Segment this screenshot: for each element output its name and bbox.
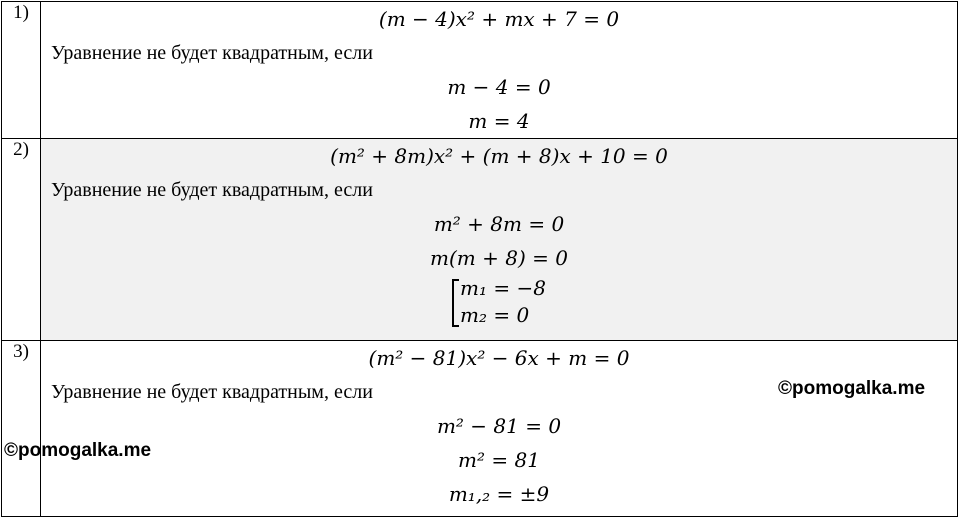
row-content bbox=[41, 139, 958, 341]
equation: (m − 4)x² + mx + 7 = 0 bbox=[378, 7, 620, 31]
row-number: 1) bbox=[2, 2, 41, 139]
row-content bbox=[41, 2, 958, 139]
step: m − 4 = 0 bbox=[447, 75, 551, 99]
step: m² − 81 = 0 bbox=[436, 414, 562, 438]
row-content bbox=[41, 341, 958, 517]
step: m = 4 bbox=[468, 109, 530, 133]
step: m² = 81 bbox=[458, 448, 540, 472]
system-bracket bbox=[452, 279, 459, 327]
condition-text: Уравнение не будет квадратным, если bbox=[51, 42, 373, 64]
table-row bbox=[2, 341, 958, 517]
step: m² + 8m = 0 bbox=[433, 212, 565, 236]
equation: (m² − 81)x² − 6x + m = 0 bbox=[368, 346, 630, 370]
table-row bbox=[2, 2, 958, 139]
system-line: m₁ = −8 bbox=[460, 276, 546, 300]
condition-text: Уравнение не будет квадратным, если bbox=[51, 381, 373, 403]
system-wrapper bbox=[41, 275, 957, 329]
equation: (m² + 8m)x² + (m + 8)x + 10 = 0 bbox=[330, 144, 668, 168]
row-number: 2) bbox=[2, 139, 41, 341]
watermark: ©pomogalka.me bbox=[4, 440, 152, 461]
step: m(m + 8) = 0 bbox=[430, 246, 568, 270]
condition-text: Уравнение не будет квадратным, если bbox=[51, 179, 373, 201]
step: m₁,₂ = ±9 bbox=[448, 482, 550, 506]
system-line: m₂ = 0 bbox=[460, 303, 530, 327]
row-number: 3) bbox=[2, 341, 41, 517]
table-row bbox=[2, 139, 958, 341]
watermark: ©pomogalka.me bbox=[778, 378, 926, 399]
solution-system bbox=[452, 275, 546, 329]
